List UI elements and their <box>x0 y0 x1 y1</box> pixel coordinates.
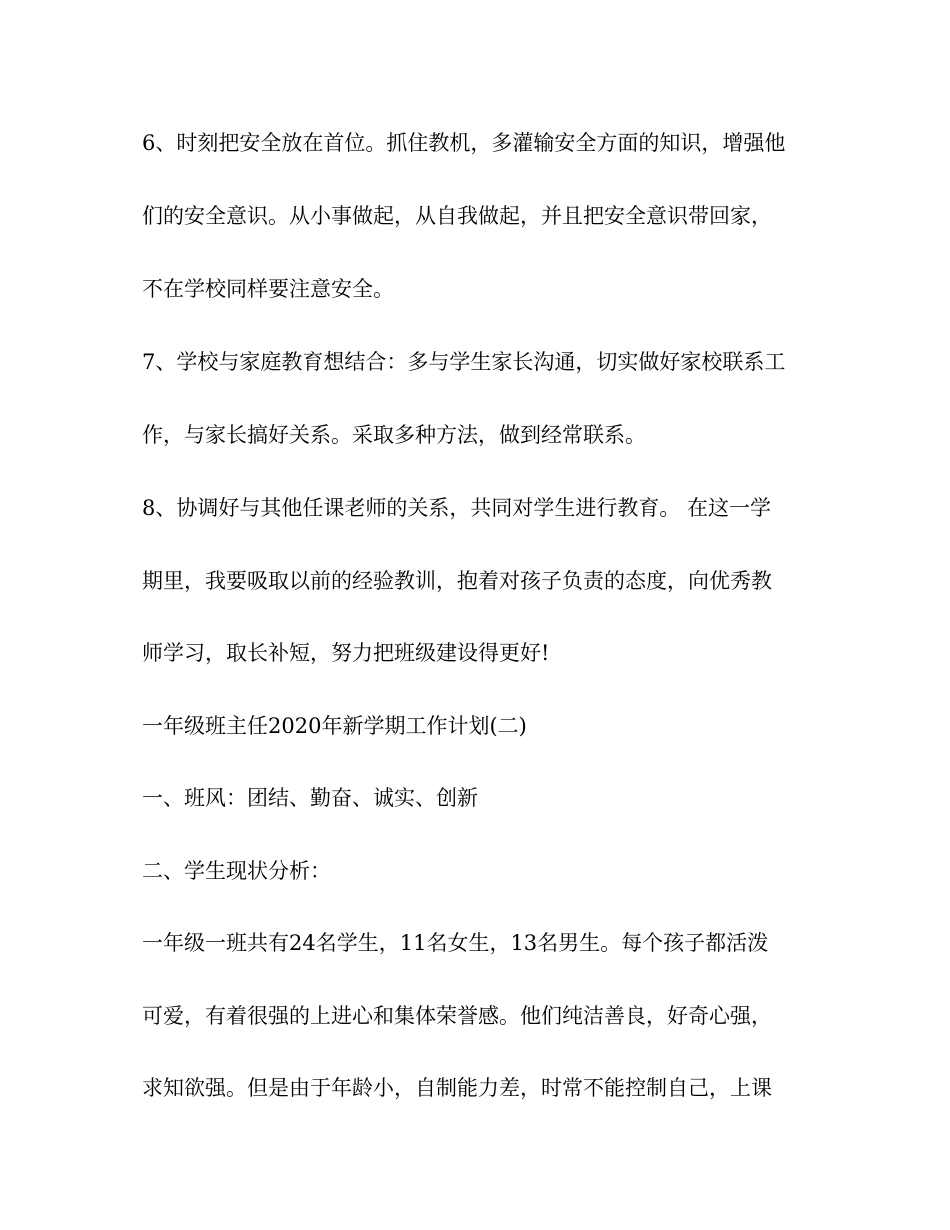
heading-class-style: 一、班风：团结、勤奋、诚实、创新 <box>142 786 478 810</box>
paragraph-6-line-2: 们的安全意识。从小事做起，从自我做起，并且把安全意识带回家， <box>142 204 772 228</box>
paragraph-8-line-3: 师学习，取长补短，努力把班级建设得更好! <box>142 641 550 665</box>
heading-student-analysis: 二、学生现状分析： <box>142 859 331 883</box>
paragraph-7-line-1: 7、学校与家庭教育想结合：多与学生家长沟通，切实做好家校联系工 <box>142 350 786 374</box>
section-title: 一年级班主任2020年新学期工作计划(二) <box>142 714 527 738</box>
paragraph-8-line-2: 期里，我要吸取以前的经验教训，抱着对孩子负责的态度，向优秀教 <box>142 569 772 593</box>
analysis-line-1: 一年级一班共有24名学生，11名女生，13名男生。每个孩子都活泼 <box>142 931 769 955</box>
analysis-line-2: 可爱，有着很强的上进心和集体荣誉感。他们纯洁善良，好奇心强， <box>142 1004 772 1028</box>
analysis-line-3: 求知欲强。但是由于年龄小，自制能力差，时常不能控制自己，上课 <box>142 1076 772 1100</box>
paragraph-6-line-1: 6、时刻把安全放在首位。抓住教机，多灌输安全方面的知识，增强他 <box>142 131 786 155</box>
paragraph-6-line-3: 不在学校同样要注意安全。 <box>142 277 394 301</box>
paragraph-8-line-1: 8、协调好与其他任课老师的关系，共同对学生进行教育。 在这一学 <box>142 496 772 520</box>
paragraph-7-line-2: 作，与家长搞好关系。采取多种方法，做到经常联系。 <box>142 423 646 447</box>
